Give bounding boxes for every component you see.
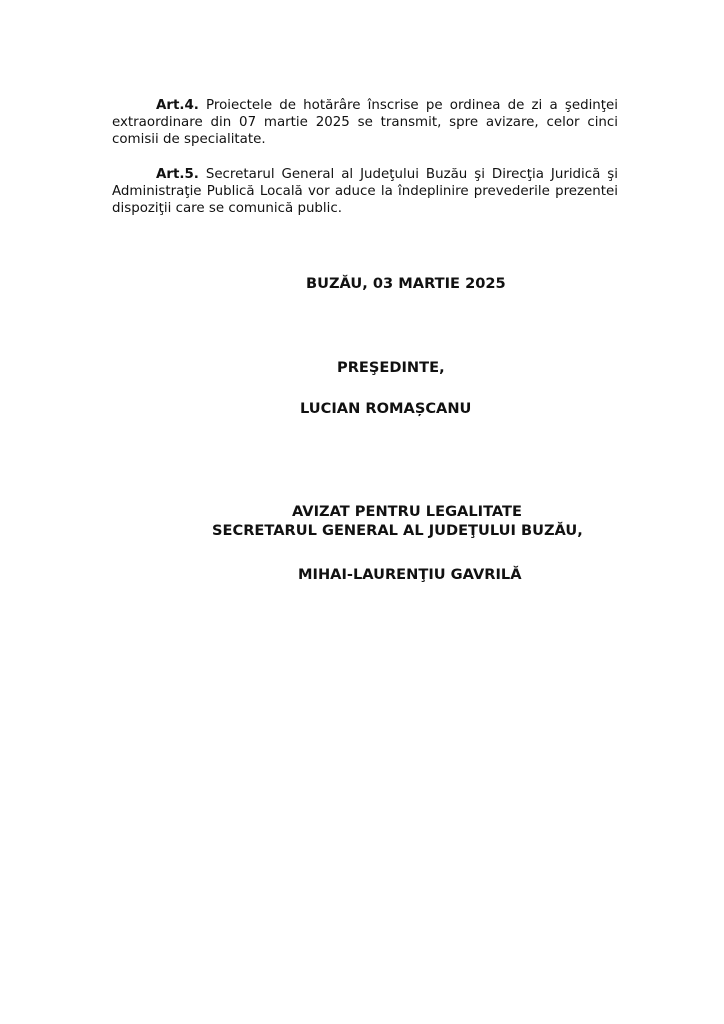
endorsement-name: MIHAI-LAURENŢIU GAVRILĂ [298,566,522,583]
endorsement-title: SECRETARUL GENERAL AL JUDEŢULUI BUZĂU, [212,522,583,539]
article-5-label: Art.5. [156,167,199,182]
signatory-name: LUCIAN ROMAȘCANU [300,400,472,417]
place-date: BUZĂU, 03 MARTIE 2025 [306,275,506,292]
article-4-text: Proiectele de hotărâre înscrise pe ordinea de zi a şedinţei extraordinare din 07 martie 2025 se transmit, spre avizare, celor cinci comisii de specialitate. [112,98,618,147]
article-4 [112,97,618,148]
article-4-label: Art.4. [156,98,199,113]
article-5-text: Secretarul General al Judeţului Buzău şi Direcţia Juridică şi Administraţie Publică Locală vor aduce la îndeplinire prevederile prezentei dispoziţii care se comunică public. [112,167,618,216]
signatory-title: PREŞEDINTE, [337,359,445,376]
article-5 [112,166,618,217]
endorsement-heading: AVIZAT PENTRU LEGALITATE [292,503,522,520]
